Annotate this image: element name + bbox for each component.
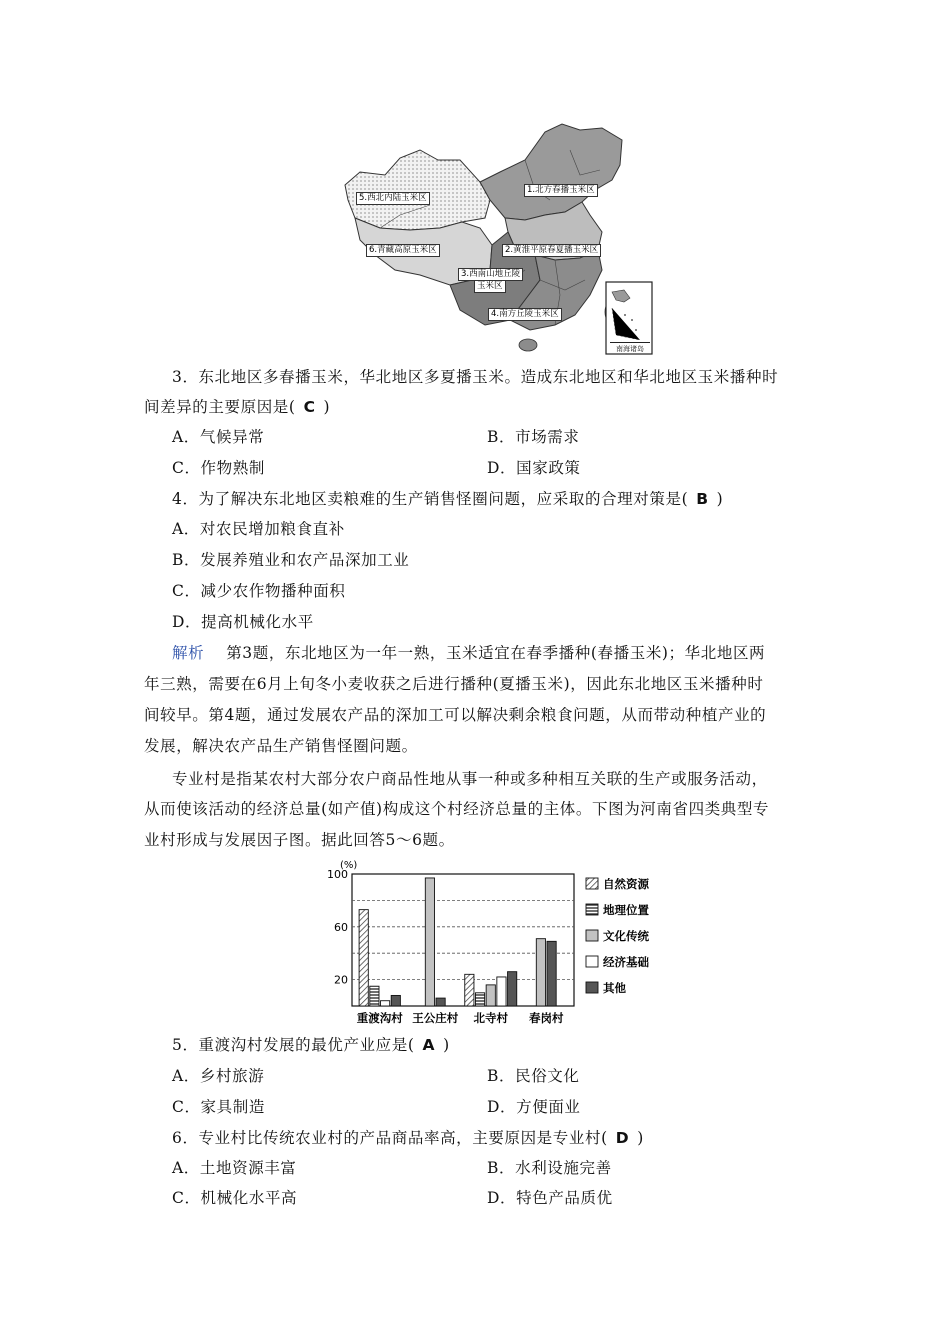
bar-其他 <box>547 941 556 1006</box>
legend-label: 经济基础 <box>603 955 649 969</box>
bar-文化传统 <box>425 878 434 1006</box>
region-5-northwest <box>345 150 490 230</box>
q6-answer: D <box>615 1129 630 1147</box>
y-tick-label: 20 <box>334 973 348 987</box>
q6-option-d: D．特色产品质优 <box>487 1189 613 1207</box>
intro-line2: 从而使该活动的经济总量(如产值)构成这个村经济总量的主体。下图为河南省四类典型专 <box>144 800 770 818</box>
bar-经济基础 <box>381 1001 390 1006</box>
analysis-text-1: 第3题，东北地区为一年一熟，玉米适宜在春季播种(春播玉米)；华北地区两 <box>226 644 766 662</box>
q5-option-a: A．乡村旅游 <box>172 1067 265 1085</box>
q4-answer: B <box>696 490 709 508</box>
bar-文化传统 <box>536 939 545 1006</box>
x-tick-label: 王公庄村 <box>412 1011 459 1025</box>
map-label-region-1: 1.北方春播玉米区 <box>524 184 598 197</box>
q3-stem-line1: 3．东北地区多春播玉米，华北地区多夏播玉米。造成东北地区和华北地区玉米播种时 <box>172 368 779 386</box>
q3-option-c: C．作物熟制 <box>172 459 265 477</box>
q5-option-d: D．方便面业 <box>487 1098 581 1116</box>
bar-自然资源 <box>359 910 368 1006</box>
analysis-label: 解析 <box>172 644 205 662</box>
analysis-line2: 年三熟，需要在6月上旬冬小麦收获之后进行播种(夏播玉米)，因此东北地区玉米播种时 <box>144 675 764 693</box>
q3-stem-text: 间差异的主要原因是( <box>144 398 296 416</box>
legend-swatch <box>586 904 598 915</box>
q5-stem-text: 5．重渡沟村发展的最优产业应是( <box>172 1036 415 1054</box>
legend-swatch <box>586 930 598 941</box>
map-label-region-4: 4.南方丘陵玉米区 <box>488 308 562 321</box>
region-1-north <box>480 124 622 220</box>
maize-region-map <box>340 120 685 358</box>
map-label-region-6: 6.青藏高原玉米区 <box>366 244 440 257</box>
q6-stem <box>172 1126 644 1148</box>
legend-label: 自然资源 <box>603 877 649 891</box>
q4-option-a: A．对农民增加粮食直补 <box>172 520 345 538</box>
q3-option-b: B．市场需求 <box>487 428 580 446</box>
q6-option-a: A．土地资源丰富 <box>172 1159 297 1177</box>
bar-地理位置 <box>475 993 484 1006</box>
analysis-line4: 发展，解决农产品生产销售怪圈问题。 <box>144 737 418 755</box>
y-tick-label: 60 <box>334 920 348 934</box>
q4-stem-text: 4．为了解决东北地区卖粮难的生产销售怪圈问题，应采取的合理对策是( <box>172 490 689 508</box>
q5-stem <box>172 1033 450 1055</box>
bar-地理位置 <box>370 986 379 1006</box>
china-map-svg <box>340 120 685 358</box>
y-tick-label: 100 <box>327 868 348 881</box>
legend-label: 其他 <box>603 981 626 995</box>
q3-option-a: A．气候异常 <box>172 428 265 446</box>
q4-option-d: D．提高机械化水平 <box>172 613 314 631</box>
q4-paren-close: ) <box>716 490 724 508</box>
x-tick-label: 春岗村 <box>529 1011 564 1025</box>
q3-paren-close: ) <box>323 398 331 416</box>
intro-line3: 业村形成与发展因子图。据此回答5～6题。 <box>144 831 455 849</box>
inset-label: 南海诸岛 <box>610 342 650 354</box>
q5-paren-close: ) <box>443 1036 450 1054</box>
q6-option-c: C．机械化水平高 <box>172 1189 298 1207</box>
q5-option-b: B．民俗文化 <box>487 1067 580 1085</box>
bar-其他 <box>391 995 400 1006</box>
q4-option-b: B．发展养殖业和农产品深加工业 <box>172 551 410 569</box>
hainan-island <box>519 339 537 351</box>
q3-option-d: D．国家政策 <box>487 459 581 477</box>
analysis-line1 <box>172 641 765 663</box>
legend-label: 文化传统 <box>603 929 649 943</box>
q3-answer: C <box>303 398 316 416</box>
map-label-region-2: 2.黄淮平原春夏播玉米区 <box>502 244 601 257</box>
q6-stem-text: 6．专业村比传统农业村的产品商品率高，主要原因是专业村( <box>172 1129 608 1147</box>
chart-svg <box>322 856 667 1028</box>
bar-其他 <box>436 998 445 1006</box>
map-label-region-3b: 玉米区 <box>474 280 506 293</box>
legend-swatch <box>586 956 598 967</box>
y-axis-unit: (%) <box>340 860 358 871</box>
bar-文化传统 <box>486 985 495 1006</box>
x-tick-label: 重渡沟村 <box>356 1011 403 1025</box>
map-label-region-3: 3.西南山地丘陵 <box>458 268 523 281</box>
q5-option-c: C．家具制造 <box>172 1098 265 1116</box>
legend-label: 地理位置 <box>603 903 649 917</box>
map-label-region-5: 5.西北内陆玉米区 <box>356 192 430 205</box>
q4-stem <box>172 487 723 509</box>
bar-经济基础 <box>497 977 506 1006</box>
q4-option-c: C．减少农作物播种面积 <box>172 582 346 600</box>
bar-自然资源 <box>465 974 474 1006</box>
q6-paren-close: ) <box>637 1129 644 1147</box>
village-factor-chart <box>322 856 667 1028</box>
q5-answer: A <box>422 1036 436 1054</box>
q6-option-b: B．水利设施完善 <box>487 1159 612 1177</box>
legend-swatch <box>586 878 598 889</box>
legend-swatch <box>586 982 598 993</box>
analysis-line3: 间较早。第4题，通过发展农产品的深加工可以解决剩余粮食问题，从而带动种植产业的 <box>144 706 767 724</box>
intro-line1: 专业村是指某农村大部分农户商品性地从事一种或多种相互关联的生产或服务活动， <box>172 770 768 788</box>
x-tick-label: 北寺村 <box>473 1011 508 1025</box>
q3-stem-line2 <box>144 395 330 417</box>
bar-其他 <box>508 972 517 1006</box>
